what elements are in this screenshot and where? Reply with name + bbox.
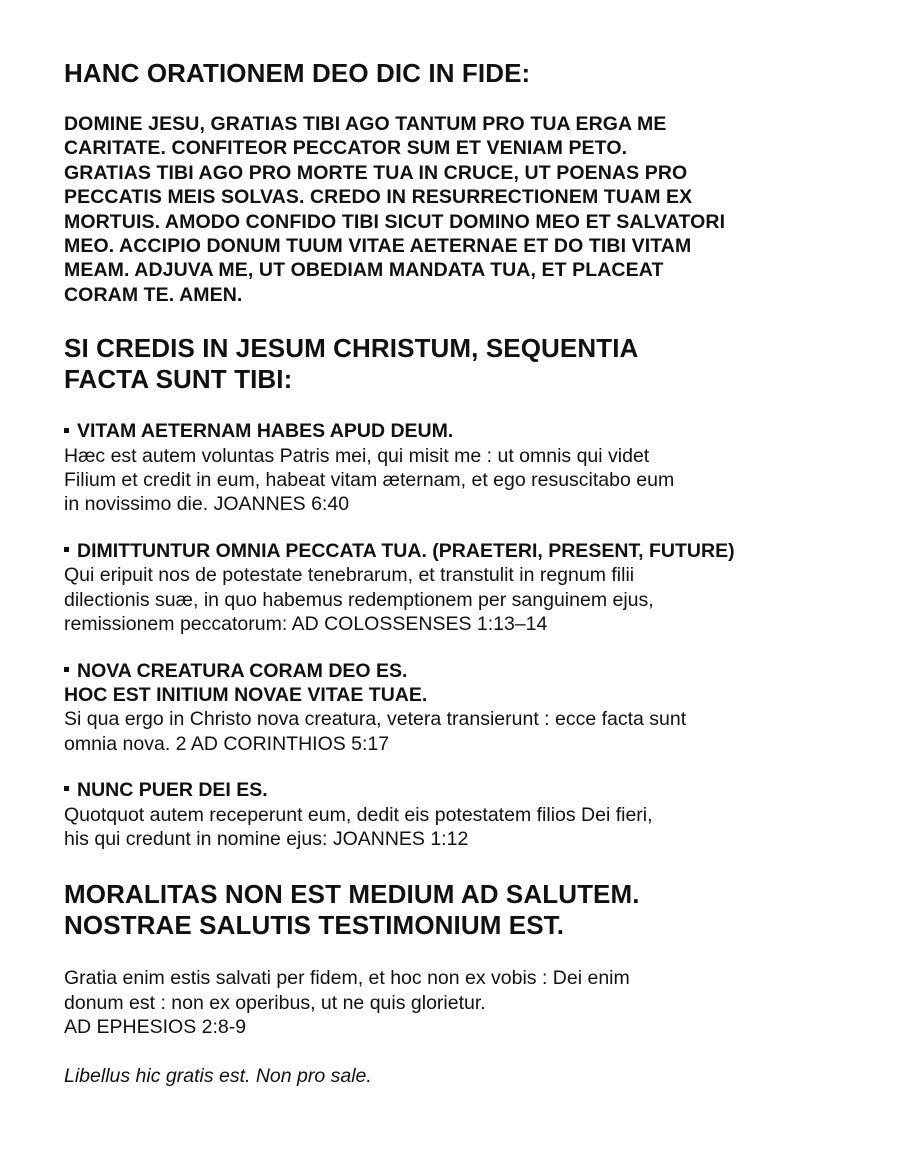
fact-heading: [64, 539, 854, 563]
fact-verse: [64, 563, 854, 636]
fact-verse: [64, 803, 854, 852]
facts-title: [64, 333, 854, 395]
fact-heading-text: VITAM AETERNAM HABES APUD DEUM.: [77, 420, 454, 443]
morality-title: [64, 879, 854, 941]
fact-heading-text: HOC EST INITIUM NOVAE VITAE TUAE.: [64, 683, 428, 706]
fact-heading: [64, 659, 854, 683]
verse-line: AD EPHESIOS 2:8-9: [64, 1016, 247, 1039]
verse-line: Quotquot autem receperunt eum, dedit eis potestatem filios Dei fieri,: [64, 803, 653, 826]
verse-line: Gratia enim estis salvati per fidem, et hoc non ex vobis : Dei enim: [64, 967, 630, 990]
morality-title-line: MORALITAS NON EST MEDIUM AD SALUTEM.: [64, 879, 640, 910]
fact-item: [64, 539, 854, 637]
prayer-line: DOMINE JESU, GRATIAS TIBI AGO TANTUM PRO TUA ERGA ME: [64, 113, 667, 135]
facts-title-line: SI CREDIS IN JESUM CHRISTUM, SEQUENTIA: [64, 333, 639, 364]
prayer-line: CORAM TE. AMEN.: [64, 283, 243, 306]
verse-line: his qui credunt in nomine ejus: JOANNES 1:12: [64, 827, 469, 850]
prayer-line: MORTUIS. AMODO CONFIDO TIBI SICUT DOMINO MEO ET SALVATORI: [64, 210, 726, 233]
fact-item: [64, 659, 854, 757]
document-page: [64, 58, 854, 1088]
verse-line: dilectionis suæ, in quo habemus redemptionem per sanguinem ejus,: [64, 588, 654, 611]
prayer-line: CARITATE. CONFITEOR PECCATOR SUM ET VENIAM PETO.: [64, 137, 628, 160]
fact-verse: [64, 707, 854, 756]
fact-item: [64, 419, 854, 517]
fact-heading: [64, 419, 854, 443]
bullet-icon: [64, 428, 69, 433]
bullet-icon: [64, 547, 69, 552]
verse-line: donum est : non ex operibus, ut ne quis glorietur.: [64, 991, 486, 1014]
fact-heading-text: NOVA CREATURA CORAM DEO ES.: [77, 659, 408, 682]
prayer-line: MEAM. ADJUVA ME, UT OBEDIAM MANDATA TUA, ET PLACEAT: [64, 259, 664, 282]
prayer-line: MEO. ACCIPIO DONUM TUUM VITAE AETERNAE ET DO TIBI VITAM: [64, 235, 692, 258]
morality-verse: [64, 966, 854, 1039]
verse-line: Filium et credit in eum, habeat vitam æternam, et ego resuscitabo eum: [64, 469, 675, 492]
fact-verse: [64, 444, 854, 517]
footer-note: Libellus hic gratis est. Non pro sale.: [64, 1064, 372, 1087]
fact-item: [64, 778, 854, 851]
verse-line: remissionem peccatorum: AD COLOSSENSES 1:13–14: [64, 613, 548, 636]
facts-title-line: FACTA SUNT TIBI:: [64, 364, 293, 395]
facts-list: [64, 419, 854, 851]
verse-line: Si qua ergo in Christo nova creatura, vetera transierunt : ecce facta sunt: [64, 708, 687, 731]
fact-heading-text: DIMITTUNTUR OMNIA PECCATA TUA. (PRAETERI, PRESENT, FUTURE): [77, 539, 735, 562]
verse-line: omnia nova. 2 AD CORINTHIOS 5:17: [64, 732, 390, 755]
verse-line: Hæc est autem voluntas Patris mei, qui misit me : ut omnis qui videt: [64, 444, 650, 467]
verse-line: Qui eripuit nos de potestate tenebrarum, et transtulit in regnum filii: [64, 564, 635, 587]
prayer-line: GRATIAS TIBI AGO PRO MORTE TUA IN CRUCE, UT POENAS PRO: [64, 161, 688, 184]
verse-line: in novissimo die. JOANNES 6:40: [64, 493, 350, 516]
prayer-text: [64, 112, 854, 307]
bullet-icon: [64, 667, 69, 672]
prayer-line: PECCATIS MEIS SOLVAS. CREDO IN RESURRECTIONEM TUAM EX: [64, 186, 693, 209]
bullet-icon: [64, 786, 69, 791]
fact-heading: [64, 778, 854, 802]
fact-heading-text: NUNC PUER DEI ES.: [77, 779, 268, 802]
prayer-title: HANC ORATIONEM DEO DIC IN FIDE:: [64, 58, 531, 88]
morality-title-line: NOSTRAE SALUTIS TESTIMONIUM EST.: [64, 910, 565, 941]
